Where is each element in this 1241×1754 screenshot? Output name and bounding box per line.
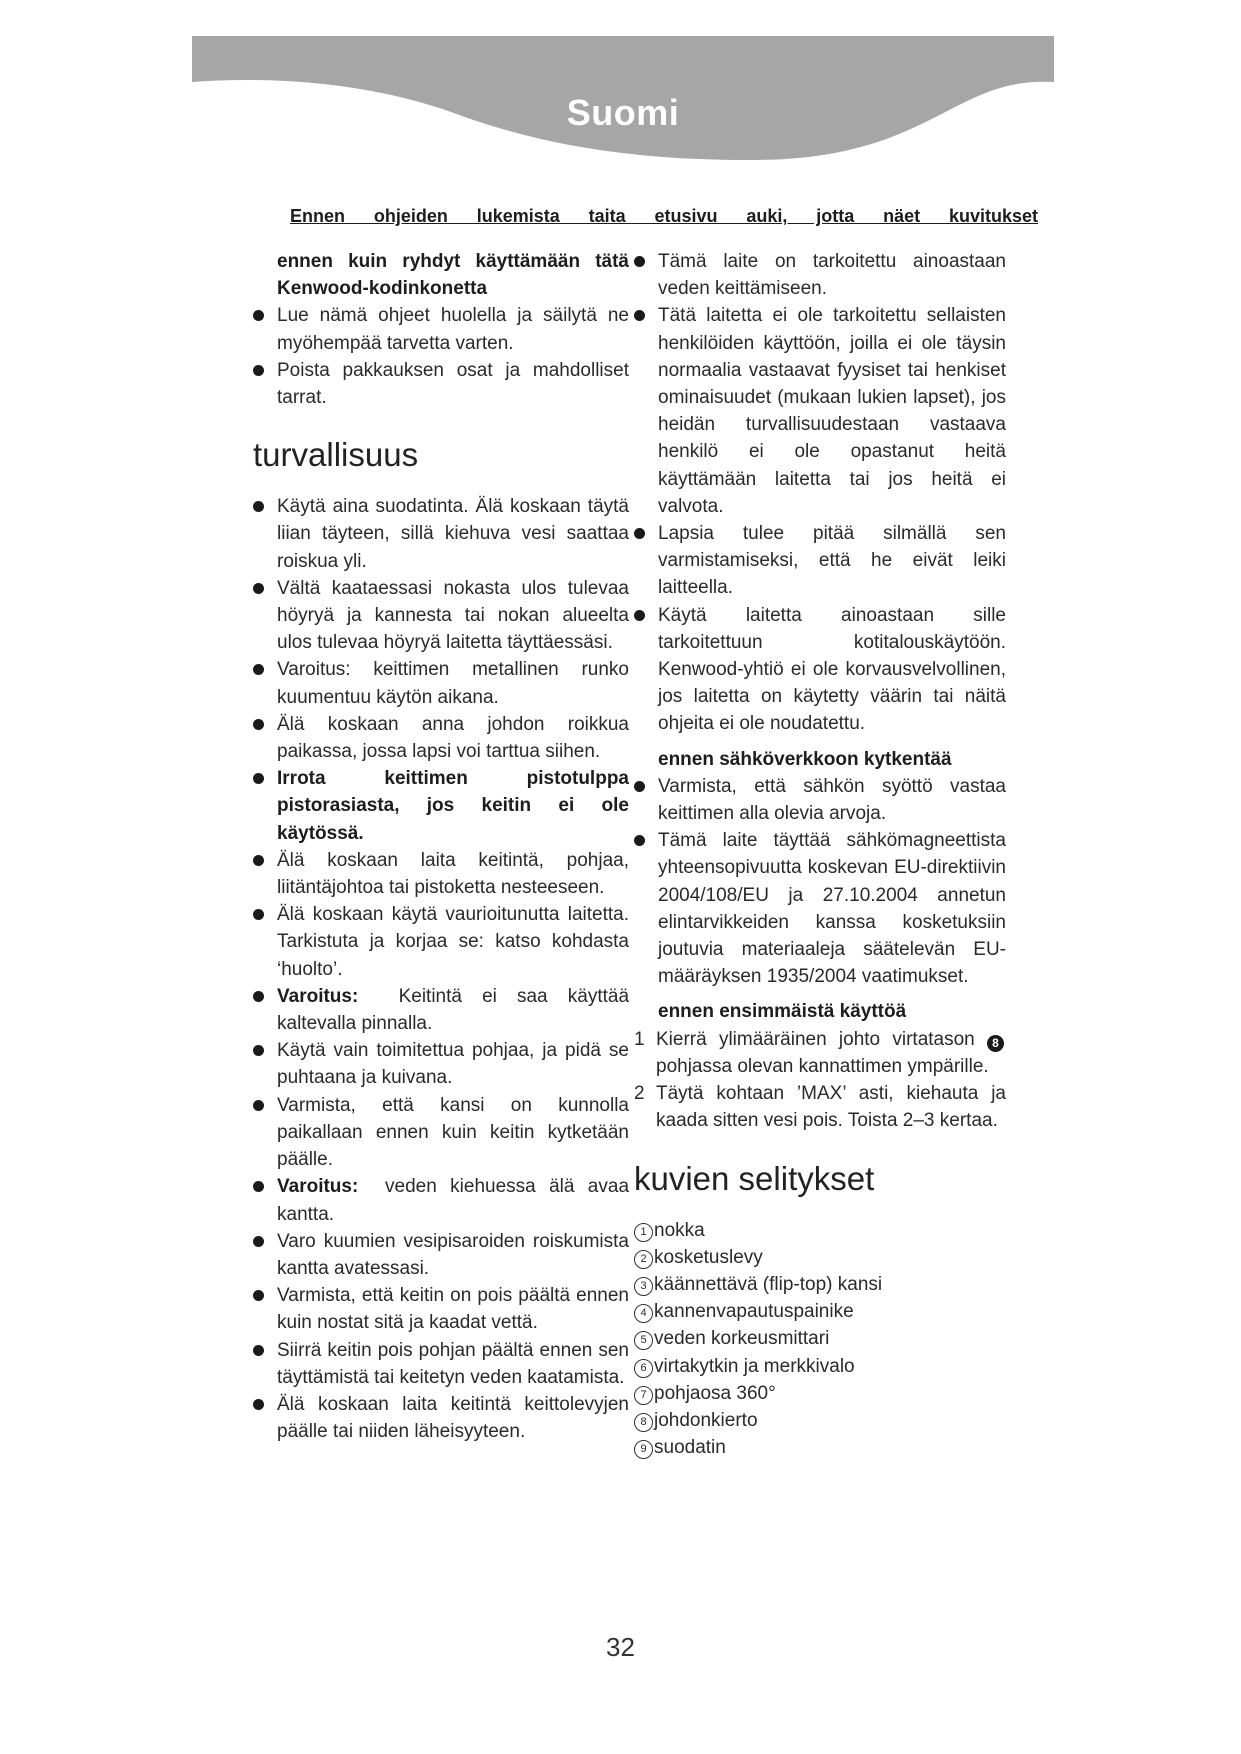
- intro-note: Ennen ohjeiden lukemista taita etusivu auki, jotta näet kuvitukset: [290, 206, 1038, 226]
- list-item: Lapsia tulee pitää silmällä sen varmistamiseksi, että he eivät leiki laitteella.: [634, 520, 1006, 602]
- step-text: Täytä kohtaan ’MAX’ asti, kiehauta ja kaada sitten vesi pois. Toista 2–3 kertaa.: [656, 1083, 1006, 1132]
- key-number: 2: [634, 1250, 653, 1269]
- key-number: 9: [634, 1440, 653, 1459]
- parts-key-list: [634, 1217, 1006, 1462]
- list-item: Lue nämä ohjeet huolella ja säilytä ne myöhempää tarvetta varten.: [253, 302, 629, 356]
- key-label: käännettävä (flip-top) kansi: [654, 1273, 883, 1295]
- list-item: Varmista, että keitin on pois päältä ennen kuin nostat sitä ja kaadat vettä.: [253, 1282, 629, 1336]
- list-item: Varmista, että kansi on kunnolla paikallaan ennen kuin keitin kytketään päälle.: [253, 1092, 629, 1174]
- safety-list-continued: [634, 248, 1006, 738]
- list-item: Älä koskaan käytä vaurioitunutta laitetta. Tarkistuta ja korjaa se: katso kohdasta ‘huolto’.: [253, 901, 629, 983]
- list-item: Tämä laite täyttää sähkömagneettista yhteensopivuutta koskevan EU-direktiivin 2004/108/EU ja 27.10.2004 annetun elintarvikkeiden kanssa kosketuksiin joutuvia materiaaleja säätelevän EU-määräyksen 1935/2004 vaatimukset.: [634, 827, 1006, 990]
- before-use-list: [253, 302, 629, 411]
- key-label: kosketuslevy: [654, 1246, 763, 1268]
- key-item: [634, 1298, 1006, 1325]
- key-item: [634, 1217, 1006, 1244]
- key-item: [634, 1325, 1006, 1352]
- page-number: 32: [606, 1632, 635, 1662]
- key-item: [634, 1407, 1006, 1434]
- key-number: 7: [634, 1386, 653, 1405]
- list-item: Tätä laitetta ei ole tarkoitettu sellaisten henkilöiden käyttöön, joilla ei ole täysin normaalia vastaavat fyysiset tai henkiset ominaisuudet (mukaan lukien lapset), jos heidän turvallisuudestaan vastaava henkilö ei ole opastanut heitä käyttämään laitetta tai jos heitä ei valvota.: [634, 302, 1006, 520]
- before-use-heading: ennen kuin ryhdyt käyttämään tätä Kenwood-kodinkonetta: [277, 251, 629, 300]
- list-item: Poista pakkauksen osat ja mahdolliset tarrat.: [253, 357, 629, 411]
- left-column: [253, 248, 629, 1445]
- before-plugging-list: [634, 773, 1006, 991]
- step-number: 2: [634, 1083, 645, 1105]
- step-item: [634, 1026, 1006, 1080]
- first-use-steps: [634, 1026, 1006, 1135]
- list-item: Älä koskaan anna johdon roikkua paikassa, jossa lapsi voi tarttua siihen.: [253, 711, 629, 765]
- list-item: Varo kuumien vesipisaroiden roiskumista kantta avatessasi.: [253, 1228, 629, 1282]
- safety-list: [253, 493, 629, 1445]
- key-number: 8: [634, 1413, 653, 1432]
- key-label: nokka: [654, 1219, 705, 1241]
- list-item: Varoitus: keittimen metallinen runko kuumentuu käytön aikana.: [253, 656, 629, 710]
- list-item: Siirrä keitin pois pohjan päältä ennen sen täyttämistä tai keitetyn veden kaatamista.: [253, 1337, 629, 1391]
- warning-label: Varoitus:: [277, 1176, 359, 1198]
- right-column: [634, 248, 1006, 1461]
- list-item: [253, 983, 629, 1037]
- list-item: Vältä kaataessasi nokasta ulos tulevaa höyryä ja kannesta tai nokan alueelta ulos tulevaa höyryä laitetta täyttäessäsi.: [253, 575, 629, 657]
- key-item: [634, 1380, 1006, 1407]
- list-item: Tämä laite on tarkoitettu ainoastaan veden keittämiseen.: [634, 248, 1006, 302]
- header-band: [192, 36, 1054, 186]
- key-item: [634, 1244, 1006, 1271]
- key-item: [634, 1434, 1006, 1461]
- key-item: [634, 1353, 1006, 1380]
- key-label: kannenvapautuspainike: [654, 1301, 854, 1323]
- key-title: kuvien selitykset: [634, 1159, 875, 1197]
- key-number: 6: [634, 1359, 653, 1378]
- warning-text: veden kiehuessa älä avaa kantta.: [277, 1176, 630, 1225]
- key-number: 4: [634, 1304, 653, 1323]
- key-number: 3: [634, 1277, 653, 1296]
- step-number: 1: [634, 1028, 645, 1050]
- key-label: johdonkierto: [654, 1409, 758, 1431]
- first-use-heading: ennen ensimmäistä käyttöä: [658, 1001, 907, 1023]
- key-label: veden korkeusmittari: [654, 1328, 830, 1350]
- step-text: pohjassa olevan kannattimen ympärille.: [656, 1055, 989, 1077]
- list-item: Varmista, että sähkön syöttö vastaa keittimen alla olevia arvoja.: [634, 773, 1006, 827]
- step-item: [634, 1080, 1006, 1134]
- figure-ref-badge: 8: [987, 1035, 1004, 1052]
- key-item: [634, 1271, 1006, 1298]
- key-label: suodatin: [654, 1437, 726, 1459]
- list-item: Käytä aina suodatinta. Älä koskaan täytä liian täyteen, sillä kiehuva vesi saattaa roiskua yli.: [253, 493, 629, 575]
- list-item: Älä koskaan laita keitintä, pohjaa, liitäntäjohtoa tai pistokettа nesteeseen.: [253, 847, 629, 901]
- list-item: Älä koskaan laita keitintä keittolevyjen päälle tai niiden läheisyyteen.: [253, 1391, 629, 1445]
- safety-title: turvallisuus: [253, 436, 419, 474]
- key-label: pohjaosa 360°: [654, 1382, 776, 1404]
- key-number: 5: [634, 1331, 653, 1350]
- list-item: [253, 1173, 629, 1227]
- list-item: Irrota keittimen pistotulppa pistorasiasta, jos keitin ei ole käytössä.: [253, 765, 629, 847]
- step-text: Kierrä ylimääräinen johto virtatason: [656, 1028, 975, 1050]
- list-item: Käytä vain toimitettua pohjaa, ja pidä se puhtaana ja kuivana.: [253, 1037, 629, 1091]
- warning-text: Keitintä ei saa käyttää kaltevalla pinnalla.: [277, 985, 630, 1035]
- before-plugging-heading: ennen sähköverkkoon kytkentää: [658, 748, 952, 770]
- list-item: Käytä laitetta ainoastaan sille tarkoitettuun kotitalouskäytöön. Kenwood-yhtiö ei ole korvausvelvollinen, jos laitetta on käytetty väärin tai näitä ohjeita ei ole noudatettu.: [634, 602, 1006, 738]
- page-title: Suomi: [566, 92, 680, 133]
- key-number: 1: [634, 1223, 653, 1242]
- warning-label: Varoitus:: [277, 985, 359, 1007]
- key-label: virtakytkin ja merkkivalo: [654, 1355, 855, 1377]
